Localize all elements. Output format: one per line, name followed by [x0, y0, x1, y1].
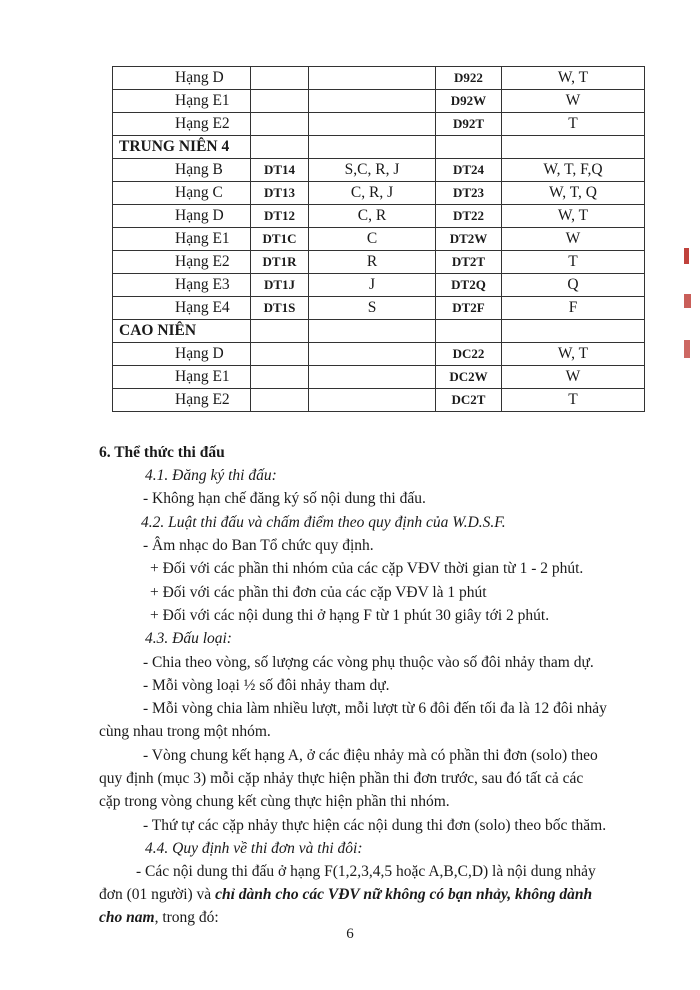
group-code-cell	[251, 90, 309, 113]
stamp-fragment	[684, 248, 689, 264]
rank-cell: Hạng E4	[113, 297, 251, 320]
paragraph-line: - Thứ tự các cặp nhảy thực hiện các nội dung thi đơn (solo) theo bốc thăm.	[143, 817, 607, 834]
rank-cell: Hạng D	[113, 343, 251, 366]
solo-dances-cell: W, T	[502, 343, 645, 366]
group-dances-cell: S,C, R, J	[309, 159, 436, 182]
paragraph-line: - Không hạn chế đăng ký số nội dung thi đấu.	[143, 490, 426, 507]
solo-code-cell: DC2W	[436, 366, 502, 389]
paragraph-line: quy định (mục 3) mỗi cặp nhảy thực hiện phần thi đơn trước, sau đó tất cả các	[99, 770, 584, 787]
paragraph-line: - Các nội dung thi đấu ở hạng F(1,2,3,4,5 hoặc A,B,C,D) là nội dung nhảy	[136, 863, 596, 880]
group-code-cell	[251, 389, 309, 412]
table-row	[113, 389, 645, 412]
solo-dances-cell: W, T, F,Q	[502, 159, 645, 182]
solo-code-cell: DT2T	[436, 251, 502, 274]
rank-cell: Hạng E1	[113, 366, 251, 389]
paragraph-line: cùng nhau trong một nhóm.	[99, 723, 271, 740]
table-row	[113, 343, 645, 366]
solo-code-cell: DT2F	[436, 297, 502, 320]
paragraph-line: - Âm nhạc do Ban Tổ chức quy định.	[143, 537, 374, 554]
solo-dances-cell: W, T, Q	[502, 182, 645, 205]
table-row	[113, 320, 645, 343]
table-row	[113, 67, 645, 90]
group-dances-cell: J	[309, 274, 436, 297]
solo-code-cell: D92T	[436, 113, 502, 136]
solo-code-cell	[436, 136, 502, 159]
solo-dances-cell: Q	[502, 274, 645, 297]
group-dances-cell	[309, 366, 436, 389]
section-heading: 6. Thể thức thi đấu	[99, 444, 225, 461]
group-code-cell: DT14	[251, 159, 309, 182]
paragraph-line	[0, 884, 700, 906]
competition-category-table	[112, 66, 645, 412]
solo-dances-cell: T	[502, 389, 645, 412]
subsection-title-4-4: 4.4. Quy định về thi đơn và thi đôi:	[145, 840, 363, 857]
group-dances-cell: R	[309, 251, 436, 274]
paragraph-line: cặp trong vòng chung kết cùng thực hiện phần thi nhóm.	[99, 793, 450, 810]
solo-code-cell: DT24	[436, 159, 502, 182]
group-dances-cell: C, R, J	[309, 182, 436, 205]
paragraph-line: - Vòng chung kết hạng A, ở các điệu nhảy mà có phần thi đơn (solo) theo	[143, 747, 598, 764]
solo-dances-cell: W, T	[502, 205, 645, 228]
rank-cell: Hạng C	[113, 182, 251, 205]
solo-code-cell: DC22	[436, 343, 502, 366]
group-code-cell: DT1C	[251, 228, 309, 251]
page-number: 6	[346, 926, 354, 942]
rank-cell: Hạng E1	[113, 90, 251, 113]
table-row	[113, 366, 645, 389]
group-dances-cell: S	[309, 297, 436, 320]
emphasis-text: chỉ dành cho các VĐV nữ không có bạn nhảy, không dành	[215, 886, 593, 903]
group-dances-cell	[309, 136, 436, 159]
rank-cell: Hạng E3	[113, 274, 251, 297]
group-code-cell: DT1J	[251, 274, 309, 297]
group-code-cell: DT1R	[251, 251, 309, 274]
emphasis-text: cho nam	[99, 909, 155, 926]
table-row	[113, 90, 645, 113]
rank-cell: Hạng B	[113, 159, 251, 182]
rank-cell: Hạng E2	[113, 251, 251, 274]
rank-cell: Hạng E2	[113, 389, 251, 412]
rank-cell: CAO NIÊN	[113, 320, 251, 343]
table-row	[113, 228, 645, 251]
solo-code-cell: D922	[436, 67, 502, 90]
table-row	[113, 274, 645, 297]
group-code-cell: DT13	[251, 182, 309, 205]
solo-code-cell: DT23	[436, 182, 502, 205]
solo-dances-cell	[502, 136, 645, 159]
text-run: , trong đó:	[154, 909, 219, 926]
solo-code-cell: DT22	[436, 205, 502, 228]
group-code-cell	[251, 67, 309, 90]
group-dances-cell	[309, 90, 436, 113]
group-code-cell: DT12	[251, 205, 309, 228]
rank-cell: Hạng D	[113, 205, 251, 228]
group-code-cell: DT1S	[251, 297, 309, 320]
rank-cell: Hạng E1	[113, 228, 251, 251]
group-code-cell	[251, 113, 309, 136]
group-dances-cell	[309, 389, 436, 412]
solo-dances-cell: T	[502, 113, 645, 136]
group-code-cell	[251, 366, 309, 389]
subsection-title-4-3: 4.3. Đấu loại:	[145, 630, 232, 647]
rank-cell: Hạng E2	[113, 113, 251, 136]
group-code-cell	[251, 320, 309, 343]
rank-cell: TRUNG NIÊN 4	[113, 136, 251, 159]
group-dances-cell	[309, 113, 436, 136]
text-run: đơn (01 người) và	[99, 886, 216, 903]
table-row	[113, 159, 645, 182]
solo-code-cell: DT2Q	[436, 274, 502, 297]
paragraph-line: + Đối với các phần thi nhóm của các cặp VĐV thời gian từ 1 - 2 phút.	[150, 560, 584, 577]
paragraph-line: + Đối với các nội dung thi ở hạng F từ 1 phút 30 giây tới 2 phút.	[150, 607, 550, 624]
paragraph-line: + Đối với các phần thi đơn của các cặp VĐV là 1 phút	[150, 584, 487, 601]
solo-code-cell	[436, 320, 502, 343]
stamp-fragment	[684, 340, 690, 358]
table-row	[113, 251, 645, 274]
group-dances-cell: C	[309, 228, 436, 251]
group-dances-cell	[309, 320, 436, 343]
table-row	[113, 113, 645, 136]
solo-dances-cell: W	[502, 366, 645, 389]
subsection-title-4-2: 4.2. Luật thi đấu và chấm điểm theo quy định của W.D.S.F.	[141, 514, 506, 531]
table-row	[113, 182, 645, 205]
paragraph-line: - Mỗi vòng chia làm nhiều lượt, mỗi lượt từ 6 đôi đến tối đa là 12 đôi nhảy	[143, 700, 607, 717]
paragraph-line: - Chia theo vòng, số lượng các vòng phụ thuộc vào số đôi nhảy tham dự.	[143, 654, 594, 671]
solo-dances-cell	[502, 320, 645, 343]
solo-dances-cell: T	[502, 251, 645, 274]
solo-dances-cell: W	[502, 90, 645, 113]
solo-code-cell: DT2W	[436, 228, 502, 251]
solo-code-cell: D92W	[436, 90, 502, 113]
group-code-cell	[251, 136, 309, 159]
table-row	[113, 205, 645, 228]
solo-dances-cell: W, T	[502, 67, 645, 90]
solo-dances-cell: F	[502, 297, 645, 320]
group-dances-cell: C, R	[309, 205, 436, 228]
subsection-title-4-1: 4.1. Đăng ký thi đấu:	[145, 467, 277, 484]
stamp-fragment	[684, 294, 691, 308]
group-dances-cell	[309, 343, 436, 366]
group-dances-cell	[309, 67, 436, 90]
group-code-cell	[251, 343, 309, 366]
table-row	[113, 136, 645, 159]
rank-cell: Hạng D	[113, 67, 251, 90]
paragraph-line: - Mỗi vòng loại ½ số đôi nhảy tham dự.	[143, 677, 390, 694]
table-row	[113, 297, 645, 320]
solo-dances-cell: W	[502, 228, 645, 251]
solo-code-cell: DC2T	[436, 389, 502, 412]
